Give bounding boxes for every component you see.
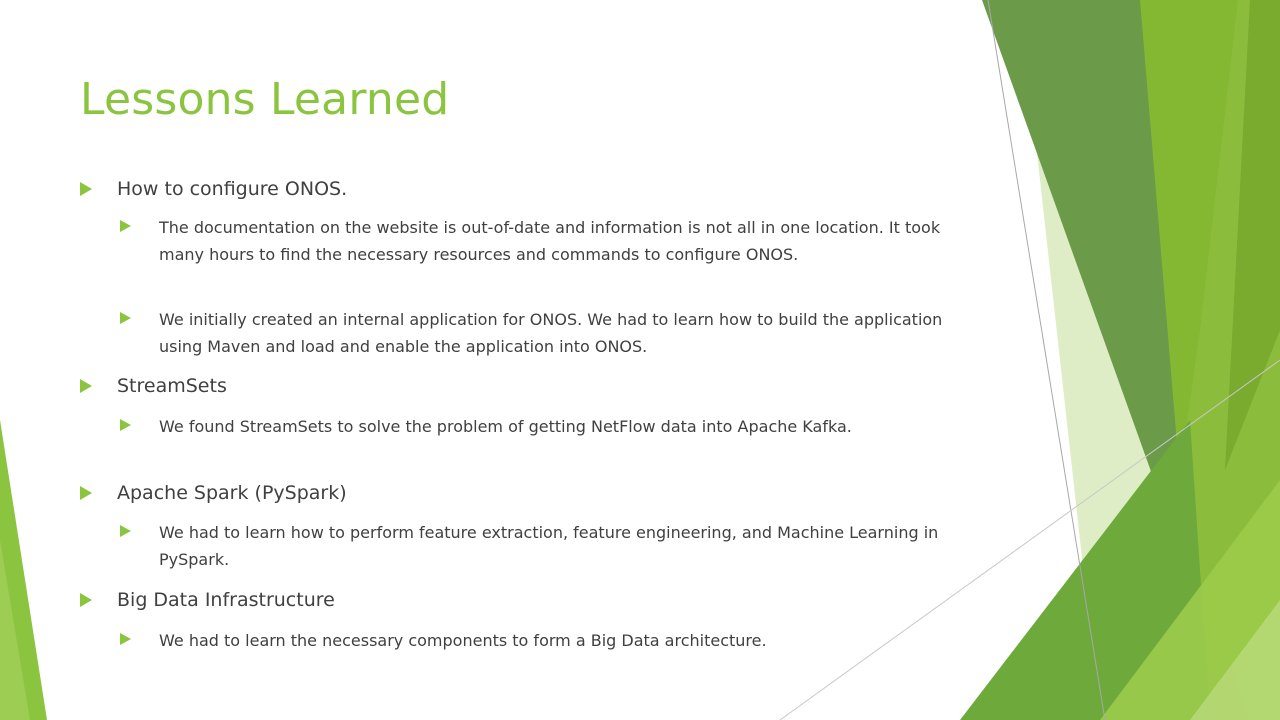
bullet-onos xyxy=(80,176,960,202)
bullet-arrow-icon xyxy=(80,593,92,607)
slide-title: Lessons Learned xyxy=(80,74,450,125)
bullet-text: How to configure ONOS. xyxy=(117,178,348,200)
bullet-arrow-icon xyxy=(120,633,131,645)
sub-bullet-streamsets xyxy=(120,414,965,441)
bullet-text: StreamSets xyxy=(117,375,227,397)
bullet-arrow-icon xyxy=(80,182,92,196)
bullet-arrow-icon xyxy=(120,419,131,431)
bullet-arrow-icon xyxy=(80,379,92,393)
bullet-text: Big Data Infrastructure xyxy=(117,589,335,611)
sub-bullet-text: We initially created an internal application for ONOS. We had to learn how to build the application using Maven and load and enable the application into ONOS. xyxy=(159,310,943,356)
bullet-streamsets xyxy=(80,373,960,399)
sub-bullet-text: We had to learn how to perform feature extraction, feature engineering, and Machine Learning in PySpark. xyxy=(159,523,939,569)
sub-bullet-spark xyxy=(120,520,965,573)
bullet-bigdata xyxy=(80,587,960,613)
bullet-spark xyxy=(80,480,960,506)
sub-bullet-onos-docs xyxy=(120,215,965,268)
bullet-arrow-icon xyxy=(120,220,131,232)
bullet-arrow-icon xyxy=(120,312,131,324)
sub-bullet-text: We found StreamSets to solve the problem of getting NetFlow data into Apache Kafka. xyxy=(159,417,852,436)
bullet-arrow-icon xyxy=(120,525,131,537)
bullet-text: Apache Spark (PySpark) xyxy=(117,482,347,504)
sub-bullet-onos-app xyxy=(120,307,965,360)
sub-bullet-text: We had to learn the necessary components to form a Big Data architecture. xyxy=(159,631,767,650)
sub-bullet-text: The documentation on the website is out-of-date and information is not all in one location. It took many hours to find the necessary resources and commands to configure ONOS. xyxy=(159,218,941,264)
bullet-arrow-icon xyxy=(80,486,92,500)
sub-bullet-bigdata xyxy=(120,628,965,655)
